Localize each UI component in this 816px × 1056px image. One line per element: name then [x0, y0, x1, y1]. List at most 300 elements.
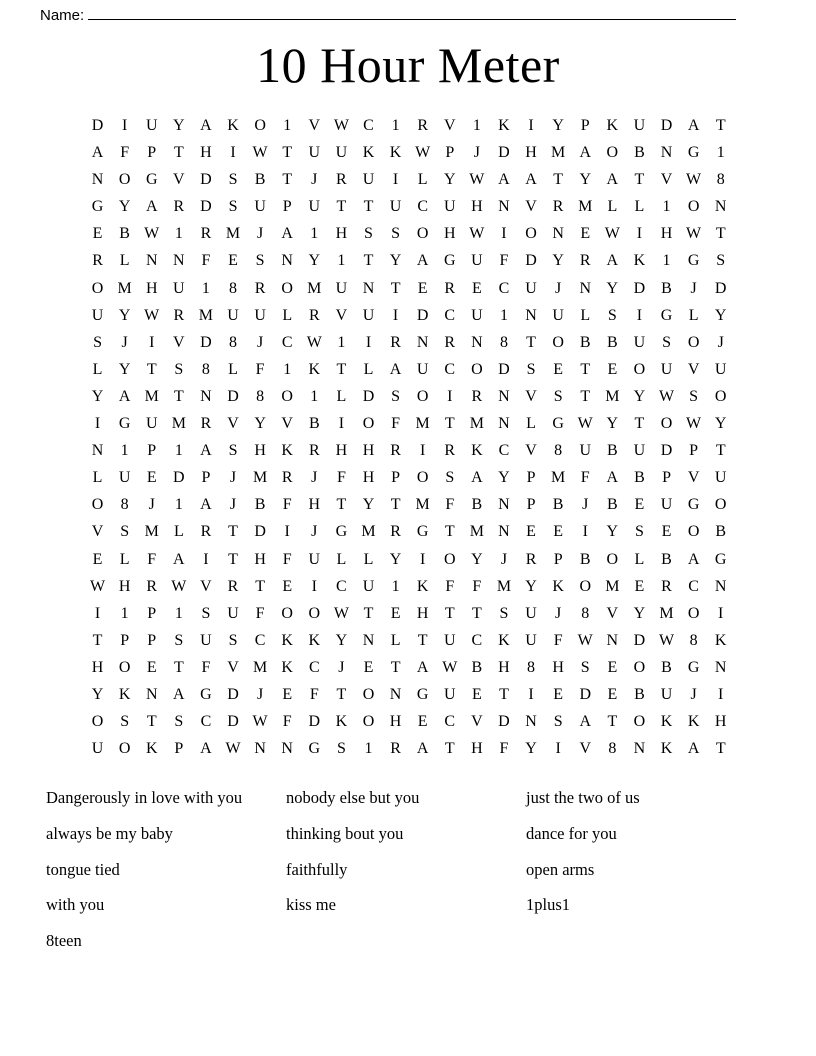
grid-cell[interactable]: E [417, 279, 428, 297]
grid-cell[interactable]: 1 [174, 496, 183, 514]
word-list-item[interactable]: kiss me [286, 895, 336, 915]
grid-cell[interactable]: 8 [554, 442, 563, 460]
grid-cell[interactable]: D [227, 387, 239, 405]
grid-cell[interactable]: T [363, 604, 374, 622]
grid-cell[interactable]: T [634, 171, 645, 189]
grid-cell[interactable]: 8 [229, 279, 238, 297]
grid-cell[interactable]: R [281, 469, 293, 487]
grid-cell[interactable]: I [636, 306, 643, 324]
grid-cell[interactable]: T [634, 415, 645, 433]
grid-cell[interactable]: Y [525, 740, 537, 758]
grid-cell[interactable]: N [498, 415, 510, 433]
grid-cell[interactable]: D [416, 306, 429, 324]
grid-cell[interactable]: H [660, 225, 673, 243]
grid-cell[interactable]: M [144, 387, 159, 405]
grid-cell[interactable]: T [715, 117, 726, 134]
grid-cell[interactable]: U [552, 306, 564, 324]
grid-cell[interactable]: I [149, 333, 155, 351]
grid-cell[interactable]: Y [308, 252, 321, 270]
grid-cell[interactable]: U [443, 631, 456, 649]
grid-cell[interactable]: Y [633, 387, 646, 405]
grid-cell[interactable]: U [714, 360, 727, 378]
grid-cell[interactable]: S [391, 387, 401, 405]
grid-cell[interactable]: K [362, 144, 375, 162]
grid-cell[interactable]: 8 [120, 496, 129, 514]
grid-cell[interactable]: 1 [499, 306, 508, 324]
grid-cell[interactable]: L [526, 415, 536, 433]
grid-cell[interactable]: E [146, 469, 157, 487]
grid-cell[interactable]: 1 [662, 252, 671, 270]
grid-cell[interactable]: G [443, 252, 456, 270]
grid-cell[interactable]: 1 [174, 442, 183, 460]
grid-cell[interactable]: G [416, 523, 429, 541]
grid-cell[interactable]: I [528, 685, 534, 703]
grid-cell[interactable]: A [281, 225, 293, 243]
grid-cell[interactable]: S [255, 252, 265, 270]
grid-cell[interactable]: S [526, 360, 536, 378]
grid-cell[interactable]: L [92, 469, 103, 487]
grid-cell[interactable]: O [606, 550, 619, 568]
grid-cell[interactable]: B [715, 523, 727, 541]
grid-cell[interactable]: W [171, 577, 187, 595]
grid-cell[interactable]: N [579, 279, 592, 297]
grid-cell[interactable]: E [607, 685, 618, 703]
grid-cell[interactable]: A [118, 387, 131, 405]
grid-cell[interactable]: D [579, 685, 592, 703]
grid-cell[interactable]: P [391, 469, 401, 487]
grid-cell[interactable]: W [442, 658, 458, 676]
grid-cell[interactable]: N [633, 740, 646, 758]
grid-cell[interactable]: C [308, 658, 320, 676]
grid-cell[interactable]: O [118, 658, 131, 676]
grid-cell[interactable]: T [255, 577, 265, 595]
grid-cell[interactable]: S [120, 523, 130, 541]
grid-cell[interactable]: L [688, 306, 699, 324]
grid-cell[interactable]: P [147, 144, 157, 162]
grid-cell[interactable]: 8 [229, 333, 238, 351]
grid-cell[interactable]: M [578, 198, 593, 216]
grid-cell[interactable]: N [281, 252, 293, 270]
grid-cell[interactable]: C [688, 577, 699, 595]
grid-cell[interactable]: R [146, 577, 158, 595]
grid-cell[interactable]: N [200, 387, 212, 405]
grid-cell[interactable]: L [390, 631, 401, 649]
grid-cell[interactable]: Y [498, 469, 510, 487]
grid-cell[interactable]: 1 [174, 604, 183, 622]
grid-cell[interactable]: I [121, 117, 128, 134]
grid-cell[interactable]: D [362, 387, 375, 405]
grid-cell[interactable]: I [636, 225, 643, 243]
grid-cell[interactable]: O [687, 198, 700, 216]
grid-cell[interactable]: R [200, 523, 212, 541]
grid-cell[interactable]: G [200, 685, 212, 703]
grid-cell[interactable]: F [309, 685, 319, 703]
grid-cell[interactable]: G [660, 306, 673, 324]
grid-cell[interactable]: O [525, 225, 537, 243]
grid-cell[interactable]: K [471, 442, 483, 460]
grid-cell[interactable]: O [91, 496, 104, 514]
grid-cell[interactable]: A [200, 496, 212, 514]
grid-cell[interactable]: V [335, 306, 348, 324]
grid-cell[interactable]: C [471, 631, 483, 649]
grid-cell[interactable]: A [606, 252, 619, 270]
grid-cell[interactable]: L [336, 550, 347, 568]
grid-cell[interactable]: Y [173, 117, 185, 134]
grid-cell[interactable]: J [148, 496, 155, 514]
grid-cell[interactable]: Y [606, 415, 619, 433]
grid-cell[interactable]: T [336, 360, 347, 378]
grid-cell[interactable]: N [606, 631, 619, 649]
grid-cell[interactable]: T [607, 713, 618, 731]
grid-cell[interactable]: D [714, 279, 727, 297]
grid-cell[interactable]: A [200, 740, 212, 758]
grid-cell[interactable]: O [362, 685, 375, 703]
grid-cell[interactable]: J [690, 279, 697, 297]
name-input-line[interactable] [88, 2, 736, 20]
grid-cell[interactable]: W [469, 171, 485, 189]
grid-cell[interactable]: R [336, 171, 347, 189]
grid-cell[interactable]: C [444, 306, 456, 324]
grid-cell[interactable]: W [658, 631, 675, 649]
grid-cell[interactable]: V [471, 713, 483, 731]
grid-cell[interactable]: E [607, 658, 618, 676]
grid-cell[interactable]: N [660, 144, 673, 162]
grid-cell[interactable]: F [255, 360, 265, 378]
grid-cell[interactable]: S [228, 442, 238, 460]
grid-cell[interactable]: P [282, 198, 292, 216]
grid-cell[interactable]: I [582, 523, 588, 541]
grid-cell[interactable]: Y [471, 550, 483, 568]
grid-cell[interactable]: O [281, 604, 293, 622]
grid-cell[interactable]: T [499, 685, 509, 703]
grid-cell[interactable]: R [552, 198, 564, 216]
grid-cell[interactable]: U [200, 631, 212, 649]
grid-cell[interactable]: I [203, 550, 209, 568]
grid-cell[interactable]: S [228, 198, 238, 216]
grid-cell[interactable]: A [606, 171, 619, 189]
grid-cell[interactable]: J [229, 496, 237, 514]
grid-cell[interactable]: J [500, 550, 508, 568]
grid-cell[interactable]: O [687, 604, 700, 622]
grid-cell[interactable]: T [282, 144, 293, 162]
grid-cell[interactable]: T [282, 171, 293, 189]
grid-cell[interactable]: R [390, 442, 401, 460]
grid-cell[interactable]: S [716, 252, 726, 270]
grid-cell[interactable]: D [308, 713, 321, 731]
grid-cell[interactable]: E [282, 577, 293, 595]
grid-cell[interactable]: D [254, 523, 266, 541]
grid-cell[interactable]: V [173, 171, 185, 189]
grid-cell[interactable]: M [415, 496, 430, 514]
grid-cell[interactable]: M [659, 604, 674, 622]
grid-cell[interactable]: P [662, 469, 671, 487]
grid-cell[interactable]: A [498, 171, 510, 189]
grid-cell[interactable]: K [498, 117, 510, 134]
grid-cell[interactable]: K [281, 442, 293, 460]
grid-cell[interactable]: Y [525, 577, 537, 595]
grid-cell[interactable]: N [173, 252, 185, 270]
grid-cell[interactable]: G [335, 523, 348, 541]
grid-cell[interactable]: N [525, 713, 537, 731]
grid-cell[interactable]: F [391, 415, 401, 433]
grid-cell[interactable]: U [525, 631, 537, 649]
grid-cell[interactable]: N [471, 333, 483, 351]
grid-cell[interactable]: K [281, 631, 293, 649]
grid-cell[interactable]: D [227, 685, 239, 703]
grid-cell[interactable]: C [498, 442, 510, 460]
grid-cell[interactable]: R [173, 198, 185, 216]
grid-cell[interactable]: 1 [120, 442, 129, 460]
grid-cell[interactable]: O [362, 713, 375, 731]
grid-cell[interactable]: 1 [472, 117, 481, 134]
grid-cell[interactable]: R [579, 252, 591, 270]
grid-cell[interactable]: O [633, 713, 646, 731]
grid-cell[interactable]: D [173, 469, 185, 487]
grid-cell[interactable]: T [92, 631, 103, 649]
grid-cell[interactable]: F [445, 577, 455, 595]
grid-cell[interactable]: B [471, 658, 483, 676]
grid-cell[interactable]: O [254, 117, 266, 134]
grid-cell[interactable]: K [118, 685, 131, 703]
grid-cell[interactable]: A [579, 144, 592, 162]
grid-cell[interactable]: O [91, 279, 104, 297]
grid-cell[interactable]: K [552, 577, 564, 595]
grid-cell[interactable]: U [471, 306, 483, 324]
grid-cell[interactable]: W [252, 713, 268, 731]
grid-cell[interactable]: U [633, 333, 646, 351]
grid-cell[interactable]: S [364, 225, 373, 243]
grid-cell[interactable]: Y [118, 360, 131, 378]
word-list-item[interactable]: tongue tied [46, 859, 120, 879]
grid-cell[interactable]: U [660, 496, 673, 514]
grid-cell[interactable]: O [660, 415, 673, 433]
grid-cell[interactable]: T [173, 144, 184, 162]
grid-cell[interactable]: I [392, 171, 399, 189]
grid-cell[interactable]: N [281, 740, 293, 758]
grid-cell[interactable]: E [634, 496, 645, 514]
grid-cell[interactable]: 8 [499, 333, 508, 351]
grid-cell[interactable]: W [658, 387, 675, 405]
word-list-item[interactable]: always be my baby [46, 823, 173, 843]
grid-cell[interactable]: W [686, 171, 702, 189]
grid-cell[interactable]: Y [633, 604, 646, 622]
grid-cell[interactable]: 1 [364, 740, 373, 758]
grid-cell[interactable]: O [443, 550, 456, 568]
grid-cell[interactable]: T [146, 360, 157, 378]
grid-cell[interactable]: R [173, 306, 185, 324]
grid-cell[interactable]: G [552, 415, 564, 433]
grid-cell[interactable]: I [447, 387, 453, 405]
grid-cell[interactable]: G [118, 415, 131, 433]
grid-cell[interactable]: V [91, 523, 104, 541]
grid-cell[interactable]: H [714, 713, 727, 731]
grid-cell[interactable]: O [687, 333, 700, 351]
grid-cell[interactable]: N [525, 306, 537, 324]
grid-cell[interactable]: U [416, 360, 429, 378]
grid-cell[interactable]: S [499, 604, 509, 622]
grid-cell[interactable]: O [471, 360, 483, 378]
grid-cell[interactable]: W [225, 740, 241, 758]
grid-cell[interactable]: 8 [256, 387, 265, 405]
grid-cell[interactable]: S [607, 306, 617, 324]
grid-cell[interactable]: R [308, 442, 320, 460]
grid-cell[interactable]: H [416, 604, 429, 622]
grid-cell[interactable]: S [93, 333, 102, 351]
grid-cell[interactable]: U [308, 144, 321, 162]
grid-cell[interactable]: N [714, 658, 727, 676]
grid-cell[interactable]: U [145, 415, 158, 433]
grid-cell[interactable]: I [284, 523, 290, 541]
grid-cell[interactable]: W [577, 415, 593, 433]
grid-cell[interactable]: R [390, 333, 401, 351]
grid-cell[interactable]: 1 [337, 333, 346, 351]
grid-cell[interactable]: W [604, 225, 620, 243]
grid-cell[interactable]: R [444, 279, 456, 297]
word-list-item[interactable]: Dangerously in love with you [46, 788, 243, 807]
grid-cell[interactable]: T [444, 740, 455, 758]
grid-cell[interactable]: V [687, 469, 700, 487]
grid-cell[interactable]: C [498, 279, 510, 297]
grid-cell[interactable]: U [660, 685, 673, 703]
grid-cell[interactable]: Y [443, 171, 456, 189]
grid-cell[interactable]: J [555, 279, 562, 297]
grid-cell[interactable]: T [580, 360, 591, 378]
grid-cell[interactable]: U [335, 279, 348, 297]
grid-cell[interactable]: W [469, 225, 485, 243]
grid-cell[interactable]: U [362, 171, 375, 189]
grid-cell[interactable]: M [469, 415, 484, 433]
grid-cell[interactable]: F [120, 144, 130, 162]
grid-cell[interactable]: Y [389, 550, 402, 568]
grid-cell[interactable]: J [229, 469, 237, 487]
grid-cell[interactable]: H [498, 658, 510, 676]
grid-cell[interactable]: U [227, 306, 239, 324]
grid-cell[interactable]: L [119, 252, 130, 270]
grid-cell[interactable]: A [389, 360, 402, 378]
grid-cell[interactable]: R [390, 523, 401, 541]
grid-cell[interactable]: M [605, 577, 620, 595]
grid-cell[interactable]: O [633, 360, 646, 378]
grid-cell[interactable]: K [606, 117, 619, 134]
grid-cell[interactable]: 1 [283, 117, 292, 134]
grid-cell[interactable]: U [227, 604, 239, 622]
grid-cell[interactable]: B [606, 442, 618, 460]
grid-cell[interactable]: F [201, 252, 211, 270]
grid-cell[interactable]: H [552, 658, 564, 676]
grid-cell[interactable]: P [147, 631, 157, 649]
grid-cell[interactable]: G [687, 144, 700, 162]
grid-cell[interactable]: P [526, 496, 536, 514]
grid-cell[interactable]: F [580, 469, 590, 487]
grid-cell[interactable]: A [173, 550, 185, 568]
grid-cell[interactable]: W [333, 604, 349, 622]
grid-cell[interactable]: R [200, 415, 212, 433]
grid-cell[interactable]: J [690, 685, 697, 703]
grid-cell[interactable]: A [91, 144, 104, 162]
word-list-item[interactable]: faithfully [286, 859, 348, 879]
grid-cell[interactable]: V [173, 333, 185, 351]
grid-cell[interactable]: T [390, 496, 401, 514]
grid-cell[interactable]: Y [362, 496, 375, 514]
grid-cell[interactable]: E [634, 577, 645, 595]
grid-cell[interactable]: P [689, 442, 699, 460]
grid-cell[interactable]: L [92, 360, 103, 378]
grid-cell[interactable]: L [634, 198, 645, 216]
grid-cell[interactable]: A [606, 469, 619, 487]
grid-cell[interactable]: I [365, 333, 372, 351]
grid-cell[interactable]: U [91, 306, 104, 324]
grid-cell[interactable]: C [200, 713, 212, 731]
grid-cell[interactable]: 8 [608, 740, 617, 758]
grid-cell[interactable]: D [200, 198, 212, 216]
grid-cell[interactable]: J [311, 523, 318, 541]
grid-cell[interactable]: E [390, 604, 401, 622]
grid-cell[interactable]: I [338, 415, 345, 433]
grid-cell[interactable]: I [501, 225, 507, 243]
grid-cell[interactable]: A [525, 171, 537, 189]
grid-cell[interactable]: G [687, 658, 700, 676]
grid-cell[interactable]: H [308, 496, 321, 514]
grid-cell[interactable]: N [254, 740, 266, 758]
grid-cell[interactable]: O [633, 658, 646, 676]
grid-cell[interactable]: R [417, 117, 428, 134]
grid-cell[interactable]: K [281, 658, 293, 676]
grid-cell[interactable]: N [714, 577, 727, 595]
grid-cell[interactable]: M [307, 279, 322, 297]
grid-cell[interactable]: G [91, 198, 104, 216]
grid-cell[interactable]: W [144, 306, 160, 324]
word-list-item[interactable]: open arms [526, 859, 595, 879]
grid-cell[interactable]: J [256, 333, 264, 351]
grid-cell[interactable]: K [145, 740, 158, 758]
grid-cell[interactable]: T [228, 550, 238, 568]
grid-cell[interactable]: O [308, 604, 321, 622]
grid-cell[interactable]: W [333, 117, 349, 134]
grid-cell[interactable]: V [606, 604, 619, 622]
grid-cell[interactable]: V [687, 360, 700, 378]
grid-cell[interactable]: T [363, 198, 374, 216]
grid-cell[interactable]: M [551, 469, 566, 487]
grid-cell[interactable]: H [389, 713, 402, 731]
grid-cell[interactable]: 1 [310, 387, 319, 405]
grid-cell[interactable]: A [200, 117, 212, 134]
grid-cell[interactable]: Y [552, 117, 564, 134]
grid-cell[interactable]: R [444, 333, 456, 351]
grid-cell[interactable]: D [498, 144, 510, 162]
grid-cell[interactable]: S [228, 171, 238, 189]
grid-cell[interactable]: K [335, 713, 348, 731]
grid-cell[interactable]: U [443, 685, 456, 703]
grid-cell[interactable]: T [715, 225, 726, 243]
grid-cell[interactable]: U [145, 117, 158, 134]
grid-cell[interactable]: D [91, 117, 104, 134]
grid-cell[interactable]: Y [714, 306, 727, 324]
grid-cell[interactable]: H [443, 225, 456, 243]
grid-cell[interactable]: W [144, 225, 160, 243]
grid-cell[interactable]: P [147, 442, 157, 460]
grid-cell[interactable]: R [254, 279, 266, 297]
grid-cell[interactable]: Y [552, 252, 564, 270]
grid-cell[interactable]: J [311, 171, 318, 189]
grid-cell[interactable]: P [120, 631, 130, 649]
grid-cell[interactable]: D [633, 279, 646, 297]
grid-cell[interactable]: U [118, 469, 131, 487]
grid-cell[interactable]: B [634, 144, 645, 162]
word-list-item[interactable]: with you [46, 895, 105, 915]
grid-cell[interactable]: I [94, 604, 101, 622]
grid-cell[interactable]: U [254, 306, 266, 324]
grid-cell[interactable]: U [714, 469, 727, 487]
